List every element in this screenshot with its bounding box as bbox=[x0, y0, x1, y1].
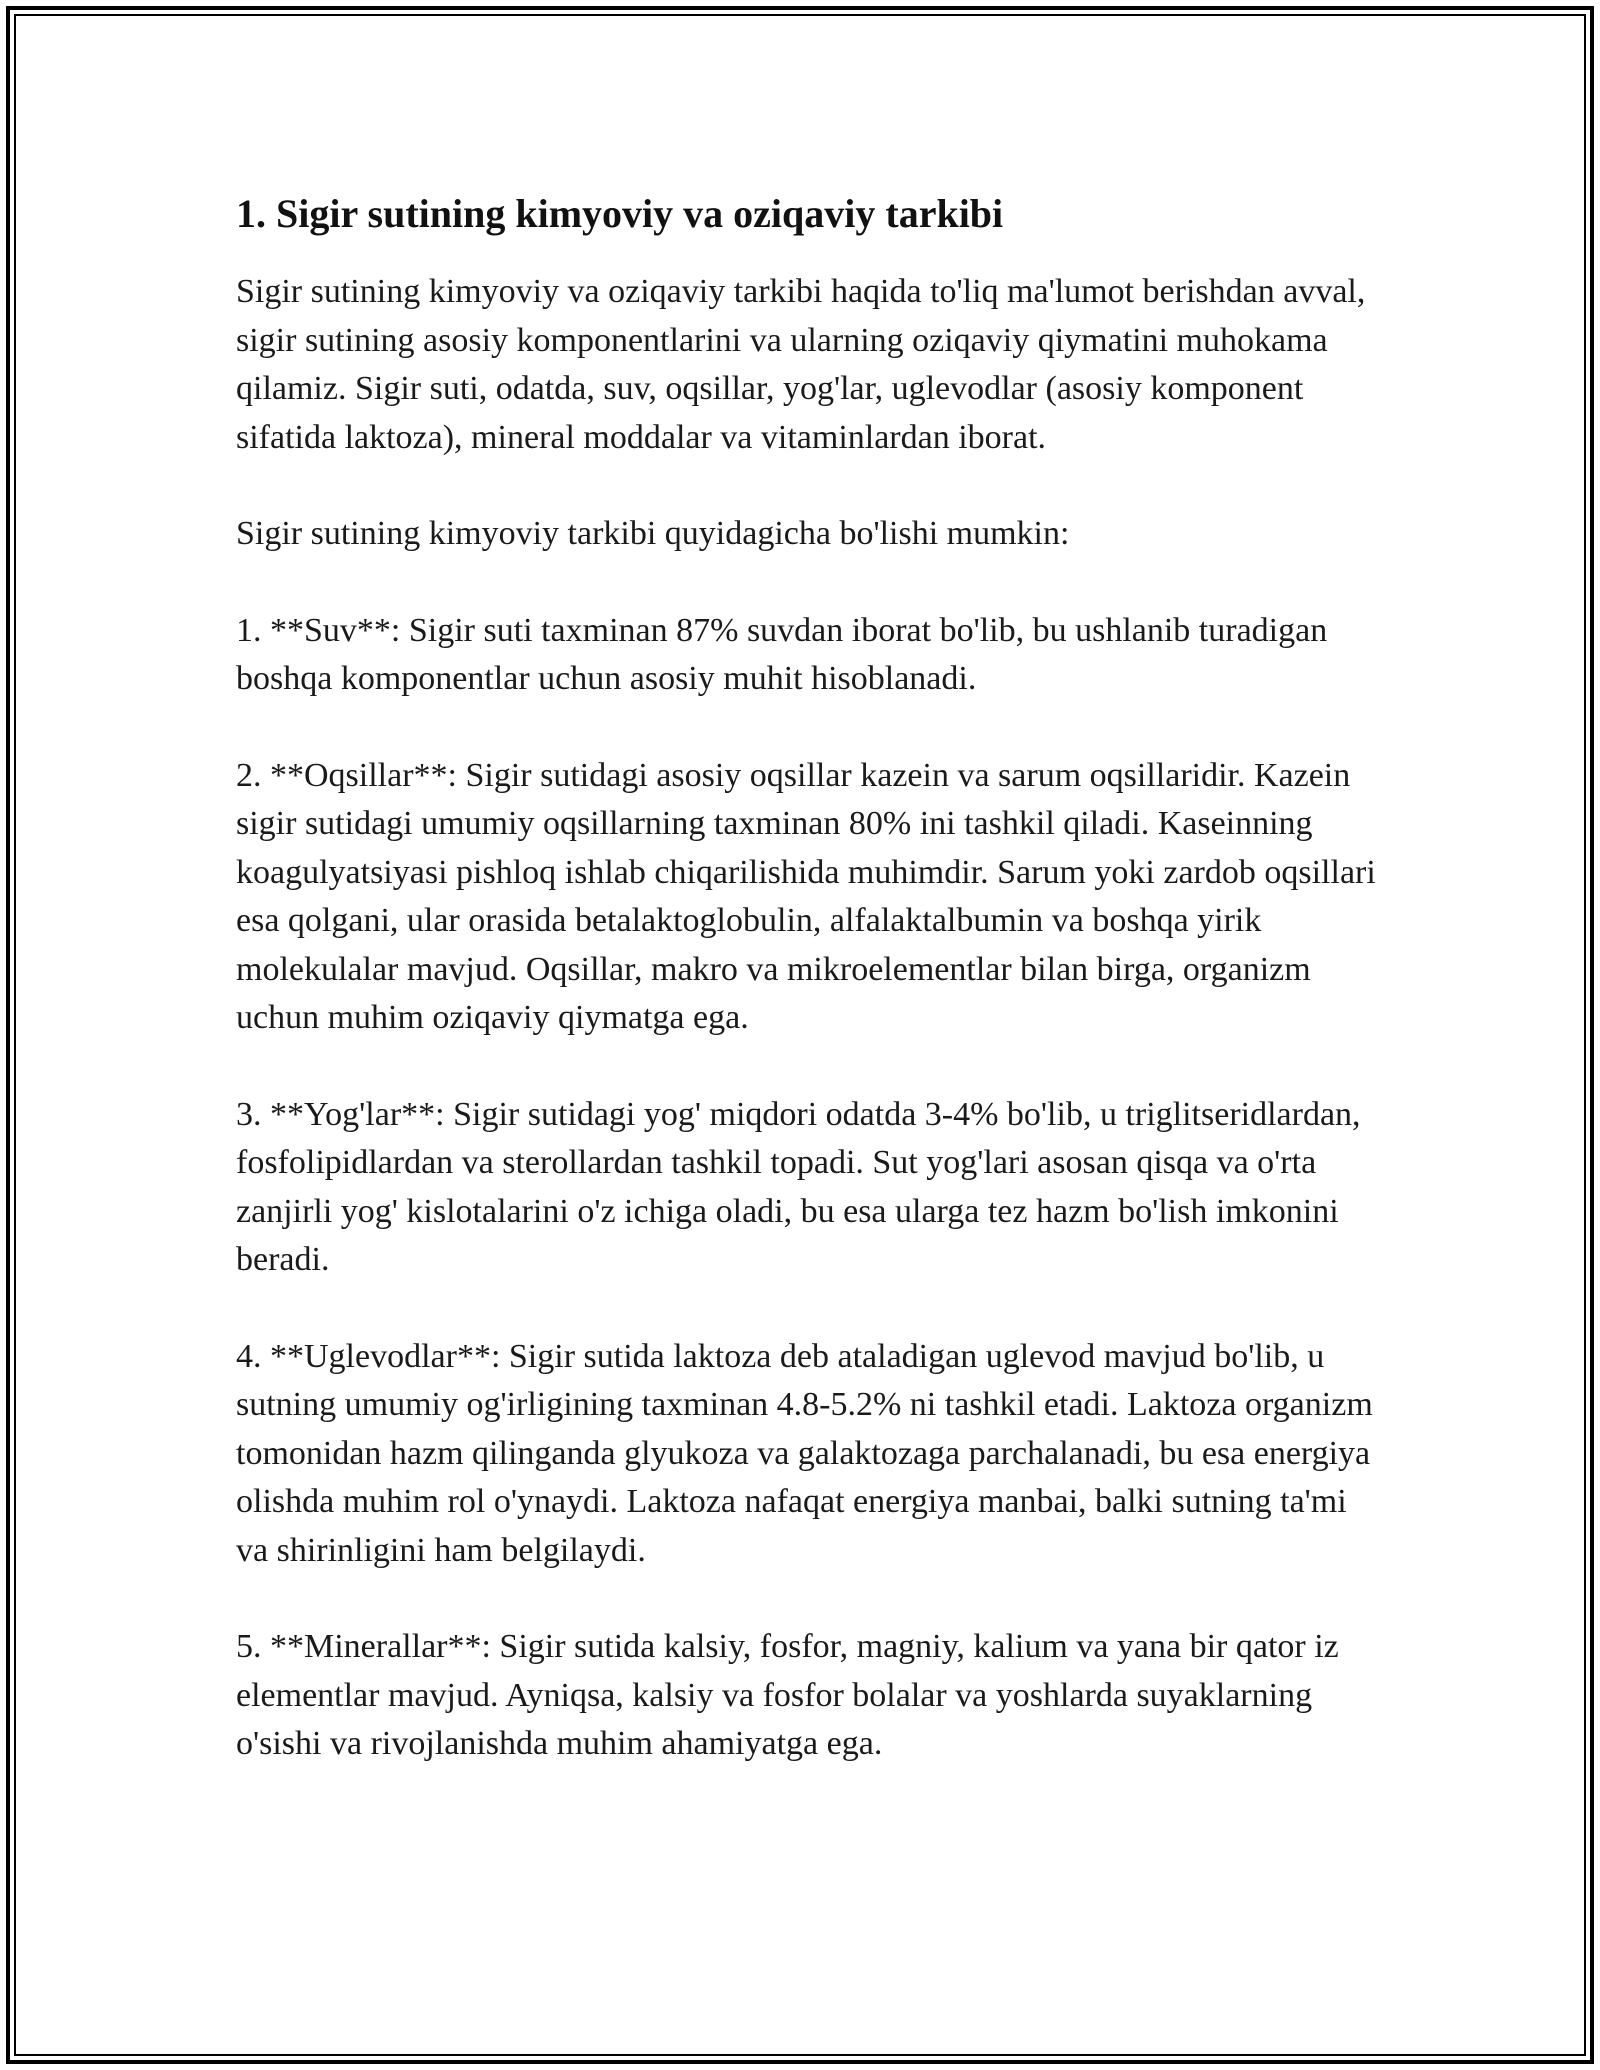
document-body bbox=[236, 190, 1376, 1817]
paragraph-intro: Sigir sutining kimyoviy va oziqaviy tarkibi haqida to'liq ma'lumot berishdan avval, sigir sutining asosiy komponentlarini va ularning oziqaviy qiymatini muhokama qilamiz. Sigir suti, odatda, suv, oqsillar, yog'lar, uglevodlar (asosiy komponent sifatida laktoza), mineral moddalar va vitaminlardan iborat. bbox=[236, 273, 1366, 456]
list-item-carbohydrates: 4. **Uglevodlar**: Sigir sutida laktoza deb ataladigan uglevod mavjud bo'lib, u sutning umumiy og'irligining taxminan 4.8-5.2% ni tashkil etadi. Laktoza organizm tomonidan hazm qilinganda glyukoza va galaktozaga parchalanadi, bu esa energiya olishda muhim rol o'ynaydi. Laktoza nafaqat energiya manbai, balki sutning ta'mi va shirinligini ham belgilaydi. bbox=[236, 1337, 1373, 1569]
section-heading: 1. Sigir sutining kimyoviy va oziqaviy tarkibi bbox=[236, 191, 1004, 236]
list-item-proteins: 2. **Oqsillar**: Sigir sutidagi asosiy oqsillar kazein va sarum oqsillaridir. Kazein sigir sutidagi umumiy oqsillarning taxminan 80% ini tashkil qiladi. Kaseinning koagulyatsiyasi pishloq ishlab chiqarilishida muhimdir. Sarum yoki zardob oqsillari esa qolgani, ular orasida betalaktoglobulin, alfalaktalbumin va boshqa yirik molekulalar mavjud. Oqsillar, makro va mikroelementlar bilan birga, organizm uchun muhim oziqaviy qiymatga ega. bbox=[236, 756, 1376, 1036]
paragraph-composition-lead: Sigir sutining kimyoviy tarkibi quyidagicha bo'lishi mumkin: bbox=[236, 515, 1070, 552]
list-item-water: 1. **Suv**: Sigir suti taxminan 87% suvdan iborat bo'lib, bu ushlanib turadigan boshqa komponentlar uchun asosiy muhit hisoblanadi. bbox=[236, 611, 1328, 697]
list-item-fats: 3. **Yog'lar**: Sigir sutidagi yog' miqdori odatda 3-4% bo'lib, u triglitseridlardan, fosfolipidlardan va sterollardan tashkil topadi. Sut yog'lari asosan qisqa va o'rta zanjirli yog' kislotalarini o'z ichiga oladi, bu esa ularga tez hazm bo'lish imkonini beradi. bbox=[236, 1095, 1361, 1278]
list-item-minerals: 5. **Minerallar**: Sigir sutida kalsiy, fosfor, magniy, kalium va yana bir qator iz elementlar mavjud. Ayniqsa, kalsiy va fosfor bolalar va yoshlarda suyaklarning o'sishi va rivojlanishda muhim ahamiyatga ega. bbox=[236, 1628, 1339, 1762]
